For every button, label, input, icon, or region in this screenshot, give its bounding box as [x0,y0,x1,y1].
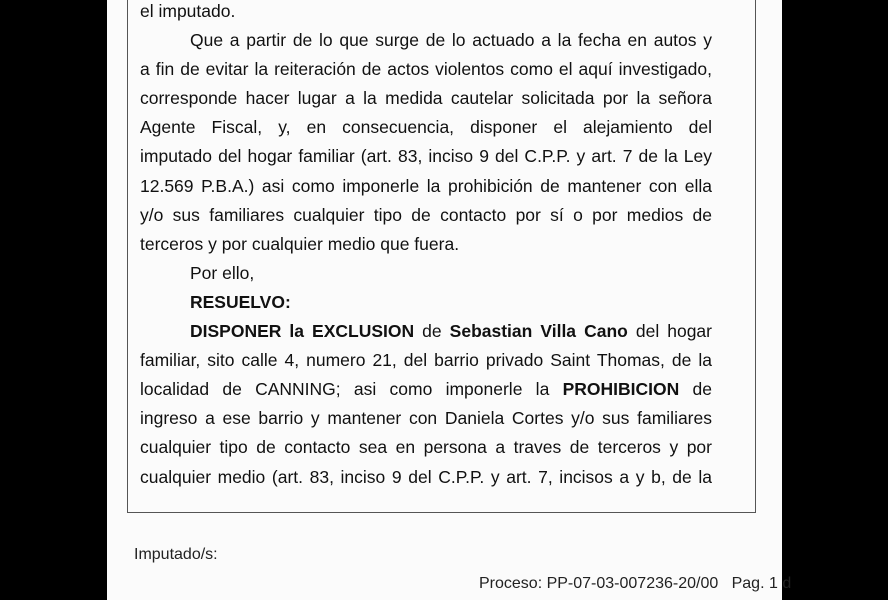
text-line: Por ello, [190,262,255,283]
text-line: a fin de evitar la reiteración de actos violentos como el aquí investigado, [140,59,712,80]
text-line: el imputado. [140,1,236,21]
page-number: Pag. 1 d [731,575,792,592]
text-line: 12.569 P.B.A.) asi como imponerle la prohibición de mantener con ella [140,175,712,196]
resuelvo-heading: RESUELVO: [190,291,291,312]
resolution-line: localidad de CANNING; asi como imponerle la PROHIBICION de [140,379,712,400]
imputado-label: Imputado/s: [134,546,218,563]
resolution-line: cualquier tipo de contacto sea en persona a traves de terceros y por [140,437,712,458]
document-body [140,0,712,492]
resolution-line: familiar, sito calle 4, numero 21, del barrio privado Saint Thomas, de la [140,350,712,371]
right-black-margin [782,0,888,600]
document-page [107,0,792,600]
proceso-number: Proceso: PP-07-03-007236-20/00 [479,575,719,592]
text-line: imputado del hogar familiar (art. 83, inciso 9 del C.P.P. y art. 7 de la Ley [140,146,712,167]
text-line: Agente Fiscal, y, en consecuencia, disponer el alejamiento del [140,117,712,138]
left-black-margin [0,0,107,600]
resolution-line: cualquier medio (art. 83, inciso 9 del C.P.P. y art. 7, incisos a y b, de la [140,466,712,487]
resolution-line: ingreso a ese barrio y mantener con Daniela Cortes y/o sus familiares [140,408,712,429]
text-line: Que a partir de lo que surge de lo actuado a la fecha en autos y [190,30,712,51]
text-line: y/o sus familiares cualquier tipo de contacto por sí o por medios de [140,204,712,225]
text-line: terceros y por cualquier medio que fuera. [140,233,460,254]
text-line: corresponde hacer lugar a la medida cautelar solicitada por la señora [140,88,712,109]
proceso-footer [479,575,791,593]
resolution-line: DISPONER la EXCLUSION de Sebastian Villa Cano del hogar [190,321,712,342]
